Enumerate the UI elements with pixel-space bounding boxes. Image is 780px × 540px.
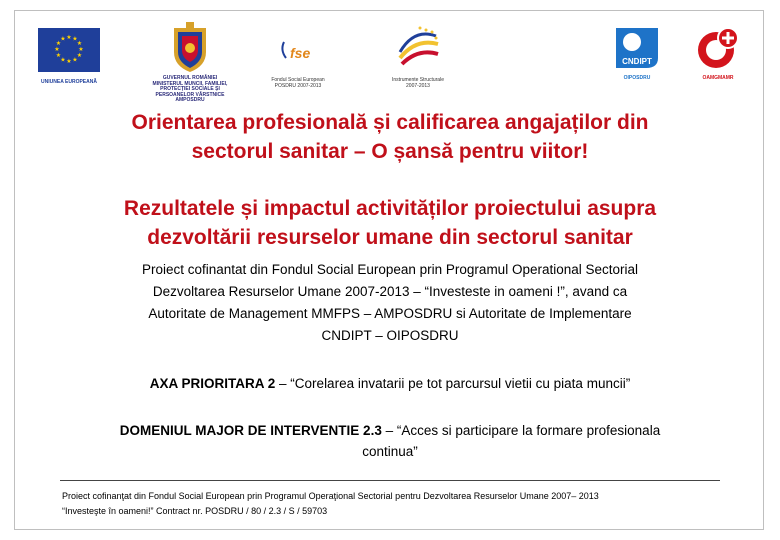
eu-flag-logo (38, 28, 100, 72)
main-title (60, 108, 720, 166)
major-domain-label: DOMENIUL MAJOR DE INTERVENTIE 2.3 (119, 423, 382, 438)
svg-text:★: ★ (55, 40, 62, 47)
footer-divider (60, 480, 720, 481)
project-description-line: Autoritate de Management MMFPS – AMPOSDRU si Autoritate de Implementare (148, 306, 632, 321)
fse-logo (278, 38, 318, 66)
structural-instruments-logo (394, 22, 442, 74)
svg-text:★: ★ (60, 56, 66, 64)
cndipt-logo (612, 24, 662, 72)
major-domain-text: – “Acces si participare la formare profesionala (381, 423, 661, 438)
project-description-line: Dezvoltarea Resurselor Umane 2007-2013 – “Investeste in oameni !”, avand ca (152, 284, 628, 299)
priority-axis-text: – “Corelarea invatarii pe tot parcursul vietii cu piata muncii” (275, 376, 631, 391)
svg-text:★: ★ (76, 40, 83, 47)
footer-line-1: Proiect cofinanţat din Fondul Social European prin Programul Operaţional Sectorial pentru Dezvoltarea Resurselor Umane 2007– 2013 (62, 491, 599, 501)
svg-text:★: ★ (72, 56, 78, 64)
project-description (70, 259, 710, 347)
oiposdru-caption: OIPOSDRU (623, 75, 651, 81)
major-domain-text-line-2: continua” (362, 444, 418, 459)
svg-text:★: ★ (76, 52, 83, 59)
project-description-line: Proiect cofinantat din Fondul Social European prin Programul Operational Sectorial (141, 262, 639, 277)
svg-text:fse: fse (290, 45, 311, 61)
svg-text:★: ★ (72, 35, 78, 43)
subtitle-line-2: dezvoltării resurselor umane din sectorul sanitar (147, 226, 633, 249)
oamgmamr-caption: OAMGMAMR (702, 75, 734, 81)
project-description-line: CNDIPT – OIPOSDRU (321, 328, 459, 343)
main-title-line-1: Orientarea profesională și calificarea angajaților din (131, 111, 649, 134)
subtitle-line-1: Rezultatele și impactul activităților proiectului asupra (123, 197, 657, 220)
svg-text:★: ★ (60, 35, 66, 43)
major-domain (40, 420, 740, 462)
footer-note (62, 489, 722, 519)
svg-text:★: ★ (54, 46, 60, 53)
svg-text:★: ★ (55, 52, 62, 59)
svg-text:★: ★ (78, 46, 84, 53)
svg-text:★: ★ (66, 58, 72, 65)
fse-caption: Fondul Social European POSDRU 2007-2013 (271, 77, 325, 89)
eu-caption: UNIUNEA EUROPEANĂ (41, 79, 97, 85)
svg-text:★: ★ (66, 34, 72, 41)
romania-coat-of-arms-logo (170, 22, 210, 74)
oamgmamr-logo (694, 24, 742, 72)
structural-instruments-caption: Instrumente Structurale 2007-2013 (392, 77, 444, 89)
subtitle (60, 194, 720, 252)
government-caption: GUVERNUL ROMÂNIEI MINISTERUL MUNCII, FAMILIEI, PROTECȚIEI SOCIALE ȘI PERSOANELOR VÂRSTNICE AMPOSDRU (152, 75, 228, 103)
footer-line-2: “Investeşte în oameni!” Contract nr. POSDRU / 80 / 2.3 / S / 59703 (62, 506, 328, 516)
main-title-line-2: sectorul sanitar – O șansă pentru viitor! (191, 140, 589, 163)
svg-text:CNDIPT: CNDIPT (622, 57, 652, 66)
priority-axis-label: AXA PRIORITARA 2 (149, 376, 276, 391)
priority-axis (60, 373, 720, 395)
